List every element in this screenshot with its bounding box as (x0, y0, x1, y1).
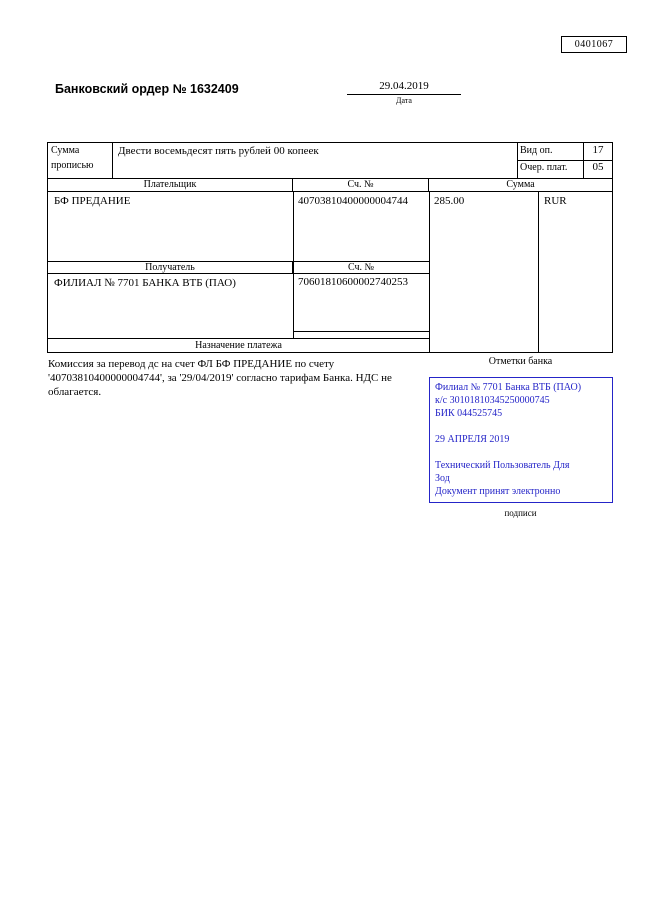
payment-priority-label: Очер. плат. (518, 161, 584, 178)
recipient-name: ФИЛИАЛ № 7701 БАНКА ВТБ (ПАО) (54, 277, 236, 289)
stamp-line-corr-account: к/с 30101810345250000745 (435, 395, 550, 406)
divider-under-recipient-account (293, 331, 429, 332)
payer-account-number: 40703810400000004744 (298, 195, 408, 207)
divider-account-amount (429, 192, 430, 352)
amount-words-value: Двести восемьдесят пять рублей 00 копеек (113, 143, 518, 178)
order-table (47, 142, 613, 353)
stamp-line-accepted: Документ принят электронно (435, 486, 561, 497)
recipient-account-number: 70601810600002740253 (298, 276, 408, 288)
date-value: 29.04.2019 (347, 80, 461, 95)
amount-words-label: Сумма прописью (48, 143, 113, 178)
purpose-text: Комиссия за перевод дс на счет ФЛ БФ ПРЕДАНИЕ по счету '40703810400000004744', за '29/04/2019' согласно тарифам Банка. НДС не облагается. (48, 358, 392, 399)
bank-stamp (429, 377, 613, 503)
stamp-line-date: 29 АПРЕЛЯ 2019 (435, 434, 510, 445)
payer-column-header: Плательщик (48, 178, 293, 192)
bank-marks-label: Отметки банка (488, 356, 553, 367)
stamp-line-spacer-2 (435, 446, 607, 459)
payer-name: БФ ПРЕДАНИЕ (54, 195, 131, 207)
form-code-box (561, 36, 627, 53)
signatures-label: подписи (504, 508, 537, 518)
stamp-line-spacer-1 (435, 420, 607, 433)
recipient-account-column-header: Сч. № (293, 261, 429, 274)
document-title: Банковский ордер № 1632409 (55, 82, 239, 96)
form-code: 0401067 (574, 39, 614, 50)
amount-value: 285.00 (434, 195, 465, 207)
date-block (347, 80, 461, 105)
stamp-line-operator-1: Технический Пользователь Для (435, 460, 570, 471)
stamp-line-branch: Филиал № 7701 Банка ВТБ (ПАО) (435, 382, 582, 393)
divider-amount-currency (538, 192, 539, 352)
operation-type-value: 17 (584, 143, 612, 161)
currency-code: RUR (544, 195, 567, 207)
amount-column-header: Сумма (429, 178, 612, 192)
stamp-line-operator-2: Зод (435, 473, 450, 484)
purpose-header: Назначение платежа (48, 338, 429, 352)
operation-type-label: Вид оп. (518, 143, 584, 161)
payment-priority-value: 05 (592, 161, 604, 173)
stamp-line-bik: БИК 044525745 (435, 408, 503, 419)
recipient-column-header: Получатель (48, 261, 293, 274)
payer-account-column-header: Сч. № (293, 178, 429, 192)
date-label: Дата (396, 96, 412, 105)
